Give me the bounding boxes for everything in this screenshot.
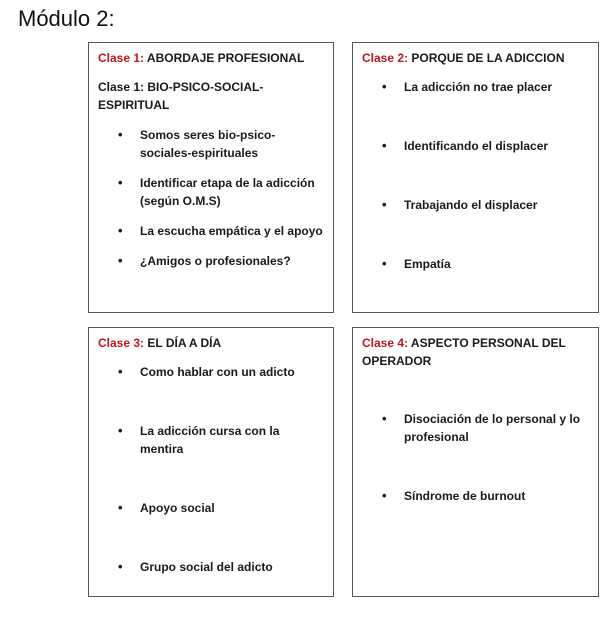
topic-list xyxy=(98,126,325,270)
class-title: ABORDAJE PROFESIONAL xyxy=(146,51,305,65)
list-item: • Identificar etapa de la adicción (según O.M.S) xyxy=(98,174,325,210)
module-title: Módulo 2: xyxy=(18,6,115,31)
topic-list xyxy=(362,410,590,505)
list-item: • Empatía xyxy=(362,255,590,273)
class-card-1 xyxy=(88,42,334,313)
class-card-4 xyxy=(352,327,599,597)
list-item: • Disociación de lo personal y lo profesional xyxy=(362,410,590,446)
list-item: • La escucha empática y el apoyo xyxy=(98,222,325,240)
class-title: PORQUE DE LA ADICCION xyxy=(411,51,565,65)
list-item: • Grupo social del adicto xyxy=(98,558,325,576)
card-heading xyxy=(98,334,325,352)
class-label: Clase 4: xyxy=(362,336,409,350)
class-card-3 xyxy=(88,327,334,597)
class-label: Clase 1: xyxy=(98,51,145,65)
card-heading xyxy=(362,49,590,67)
card-heading xyxy=(362,334,590,370)
list-item: • Síndrome de burnout xyxy=(362,487,590,505)
class-title: EL DÍA A DÍA xyxy=(147,336,222,350)
card-subheading: Clase 1: BIO-PSICO-SOCIAL-ESPIRITUAL xyxy=(98,80,264,112)
class-card-2 xyxy=(352,42,599,313)
list-item: • Identificando el displacer xyxy=(362,137,590,155)
list-item: • La adicción no trae placer xyxy=(362,78,590,96)
list-item: • La adicción cursa con la mentira xyxy=(98,422,325,458)
list-item: • Somos seres bio-psico-sociales-espirituales xyxy=(98,126,325,162)
class-title: ASPECTO PERSONAL DEL OPERADOR xyxy=(362,336,566,368)
list-item: • Como hablar con un adicto xyxy=(98,363,325,381)
topic-list xyxy=(362,78,590,273)
class-label: Clase 3: xyxy=(98,336,145,350)
list-item: • ¿Amigos o profesionales? xyxy=(98,252,325,270)
card-heading xyxy=(98,49,325,67)
list-item: • Trabajando el displacer xyxy=(362,196,590,214)
topic-list xyxy=(98,363,325,576)
list-item: • Apoyo social xyxy=(98,499,325,517)
class-label: Clase 2: xyxy=(362,51,409,65)
